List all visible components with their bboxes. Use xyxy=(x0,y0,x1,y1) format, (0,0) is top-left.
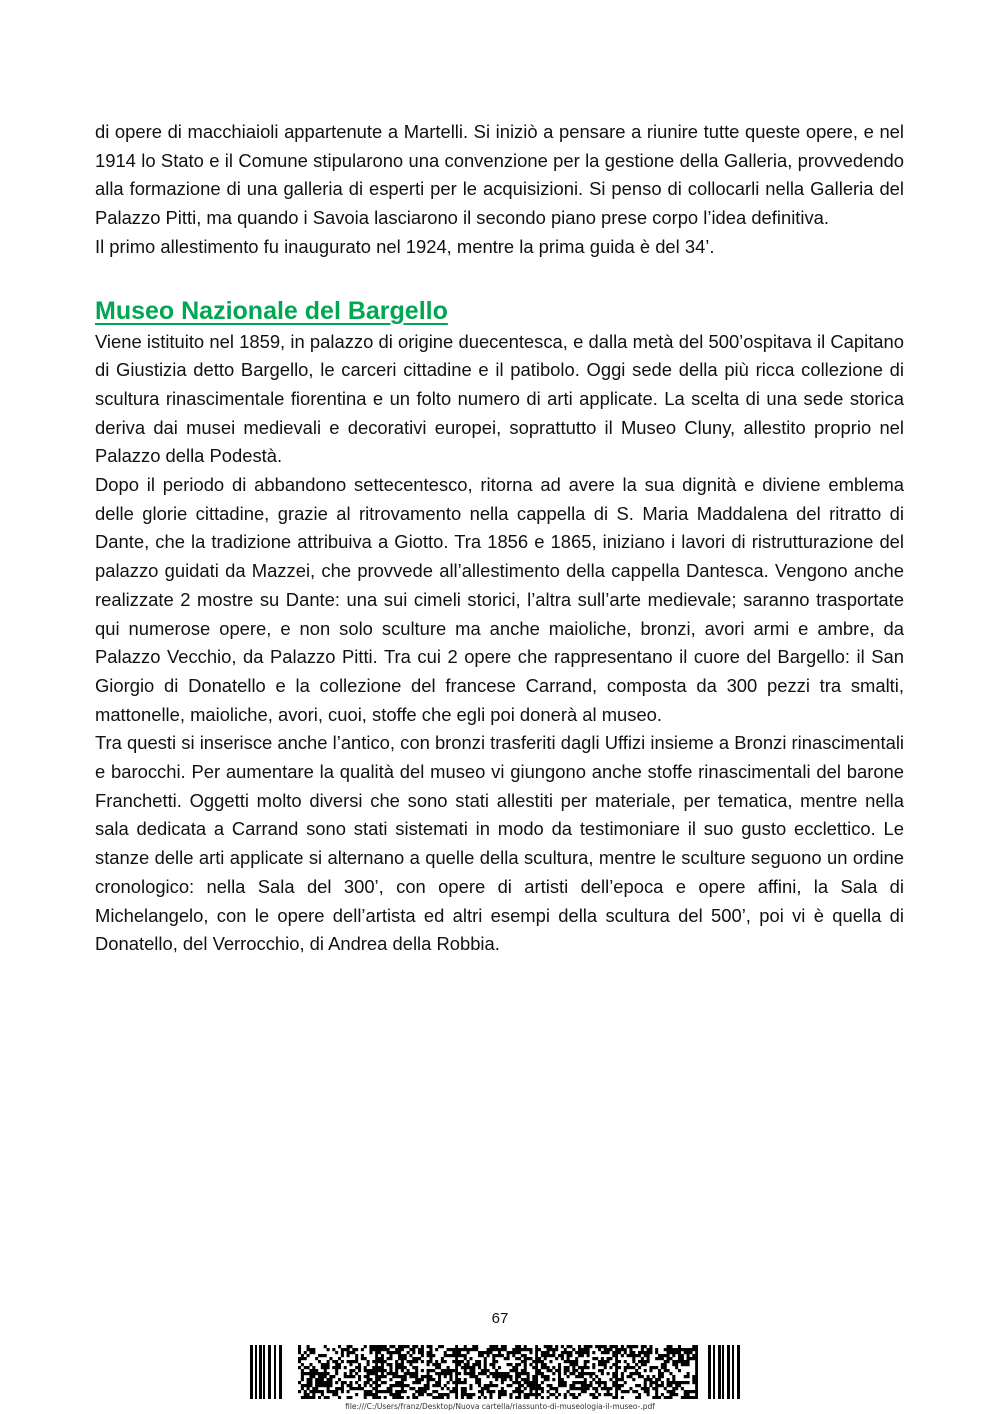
section-heading: Museo Nazionale del Bargello xyxy=(95,296,448,325)
section-paragraph-1: Viene istituito nel 1859, in palazzo di origine duecentesca, e dalla metà del 500’ospitava il Capitano di Giustizia detto Bargello, le carceri cittadine e il patibolo. Oggi sede della più ricca collezione di scultura rinascimentale fiorentina e un folto numero di arti applicate. La scelta di una sede storica deriva dai musei medievali e decorativi europei, soprattutto il Museo Cluny, allestito proprio nel Palazzo della Podestà. xyxy=(95,330,904,467)
barcode-icon xyxy=(250,1345,740,1399)
page-body xyxy=(95,118,904,959)
page-number: 67 xyxy=(491,1310,509,1327)
section-spacer xyxy=(95,262,904,290)
intro-paragraph-2: Il primo allestimento fu inaugurato nel 1924, mentre la prima guida è del 34’. xyxy=(95,235,715,257)
intro-paragraph-1: di opere di macchiaioli appartenute a Martelli. Si iniziò a pensare a riunire tutte queste opere, e nel 1914 lo Stato e il Comune stipularono una convenzione per la gestione della Galleria, provvedendo alla formazione di una galleria di esperti per le acquisizioni. Si penso di collocarli nella Galleria del Palazzo Pitti, ma quando i Savoia lasciarono il secondo piano prese corpo l’idea definitiva. xyxy=(95,121,904,229)
section-paragraph-2: Dopo il periodo di abbandono settecentesco, ritorna ad avere la sua dignità e diviene emblema delle glorie cittadine, grazie al ritrovamento nella cappella di S. Maria Maddalena del ritratto di Dante, che la tradizione attribuiva a Giotto. Tra 1856 e 1865, iniziano i lavori di ristrutturazione del palazzo guidati da Mazzei, che provvede all’allestimento della cappella Dantesca. Vengono anche realizzate 2 mostre su Dante: una sui cimeli storici, l’altra sull’arte medievale; saranno trasportate qui numerose opere, e non solo sculture ma anche maioliche, bronzi, avori armi e ambre, da Palazzo Vecchio, da Palazzo Pitti. Tra cui 2 opere che rappresentano il cuore del Bargello: il San Giorgio di Donatello e la collezione del francese Carrand, composta da 300 pezzi tra smalti, mattonelle, maioliche, avori, cuoi, stoffe che egli poi donerà al museo. xyxy=(95,474,904,725)
file-path: file:///C:/Users/franz/Desktop/Nuova cartella/riassunto-di-museologia-il-museo-.pdf xyxy=(345,1402,655,1411)
section-paragraph-3: Tra questi si inserisce anche l’antico, con bronzi trasferiti dagli Uffizi insieme a Bronzi rinascimentali e barocchi. Per aumentare la qualità del museo vi giungono anche stoffe rinascimentali del barone Franchetti. Oggetti molto diversi che sono stati allestiti per materiale, per tematica, mentre nella sala dedicata a Carrand sono stati sistemati in modo da testimoniare il suo gusto ecclettico. Le stanze delle arti applicate si alternano a quelle della scultura, mentre le sculture seguono un ordine cronologico: nella Sala del 300’, con opere di artisti dell’epoca e opere affini, la Sala di Michelangelo, con le opere dell’artista ed altri esempi della scultura del 500’, poi vi è quella di Donatello, del Verrocchio, di Andrea della Robbia. xyxy=(95,732,904,955)
